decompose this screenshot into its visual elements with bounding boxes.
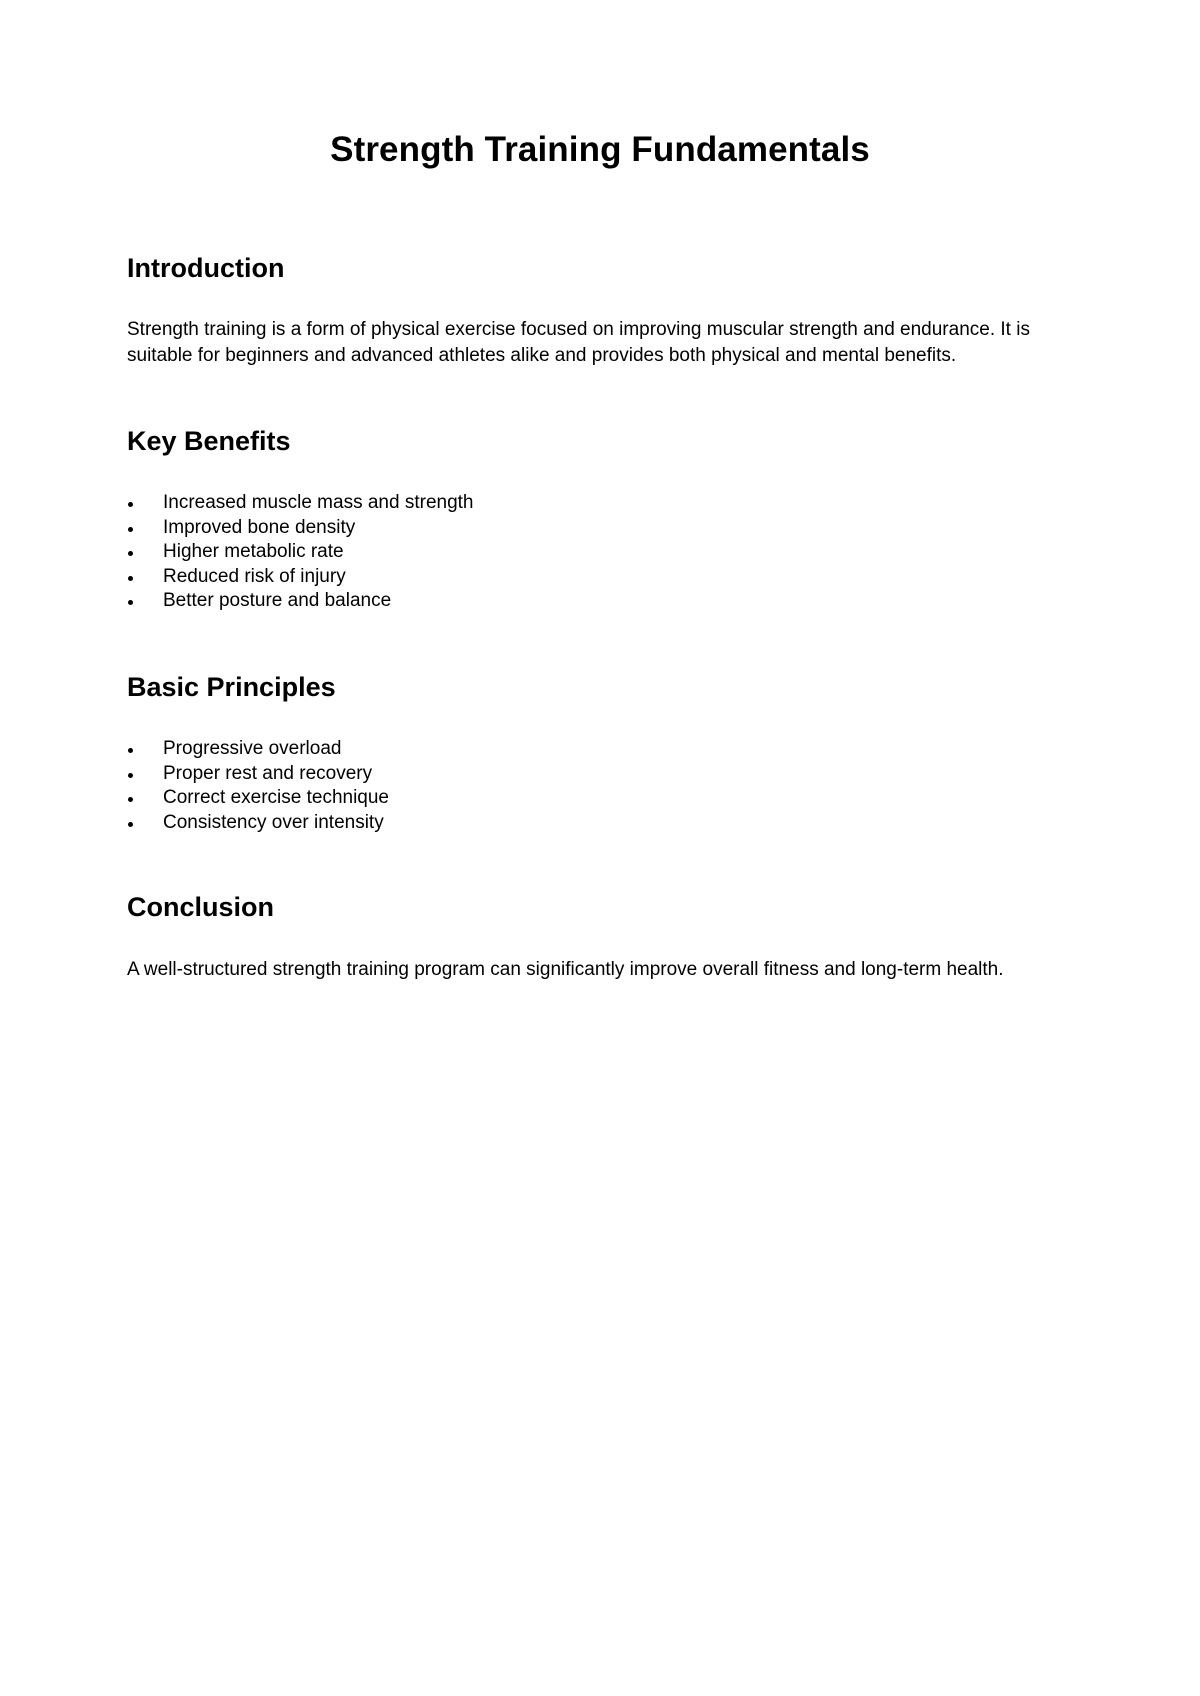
bullet-icon — [128, 502, 133, 507]
bullet-icon — [128, 822, 133, 827]
list-item-text: Better posture and balance — [163, 590, 392, 611]
introduction-heading: Introduction — [127, 253, 285, 283]
key-benefits-heading: Key Benefits — [127, 426, 291, 456]
bullet-icon — [128, 773, 133, 778]
list-item-text: Consistency over intensity — [163, 811, 384, 833]
list-item-text: Higher metabolic rate — [163, 541, 344, 562]
bullet-icon — [128, 551, 133, 556]
bullet-icon — [128, 576, 133, 581]
list-item-text: Increased muscle mass and strength — [163, 492, 474, 513]
bullet-icon — [128, 600, 133, 605]
basic-principles-list — [127, 737, 389, 835]
list-item-text: Improved bone density — [163, 516, 356, 538]
conclusion-paragraph: A well-structured strength training program can significantly improve overall fitness and long-term health. — [127, 959, 1004, 980]
list-item-text: Progressive overload — [163, 738, 342, 759]
list-item — [127, 589, 474, 614]
list-item-text: Correct exercise technique — [163, 787, 389, 808]
key-benefits-list — [127, 491, 474, 614]
list-item — [127, 565, 474, 590]
bullet-icon — [128, 527, 133, 532]
list-item — [127, 786, 389, 811]
bullet-icon — [128, 748, 133, 753]
list-item — [127, 737, 389, 762]
bullet-icon — [128, 797, 133, 802]
list-item — [127, 811, 389, 836]
list-item — [127, 540, 474, 565]
basic-principles-heading: Basic Principles — [127, 672, 336, 702]
introduction-paragraph: Strength training is a form of physical exercise focused on improving muscular strength and endurance. It is suitable for beginners and advanced athletes alike and provides both physical and mental benefits. — [127, 319, 1030, 366]
page-title: Strength Training Fundamentals — [330, 130, 870, 169]
conclusion-heading: Conclusion — [127, 892, 274, 922]
list-item-text: Proper rest and recovery — [163, 762, 373, 784]
list-item-text: Reduced risk of injury — [163, 565, 346, 587]
list-item — [127, 516, 474, 541]
list-item — [127, 491, 474, 516]
list-item — [127, 762, 389, 787]
